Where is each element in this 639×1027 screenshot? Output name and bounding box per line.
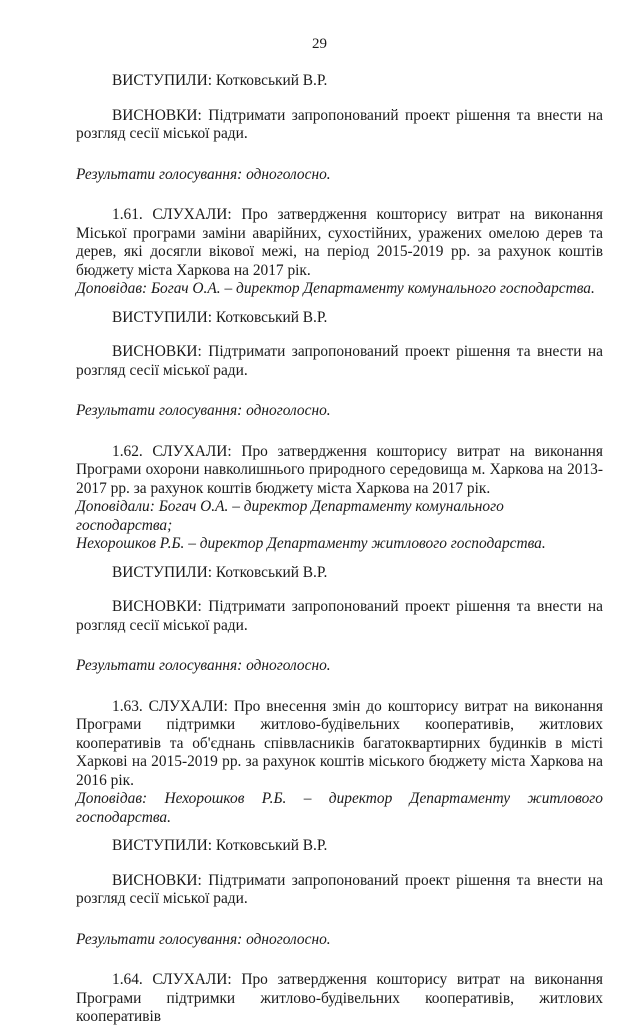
agenda-item-1-62: 1.62. СЛУХАЛИ: Про затвердження кошторису витрат на виконання Програми охорони навколишнього природного середовища м. Харкова на 2013-2017 рр. за рахунок коштів бюджету міста Харкова на 2017 рік.	[76, 442, 603, 497]
vote-result: Результати голосування: одноголосно.	[76, 657, 331, 674]
speaker-line: Нехорошков Р.Б. – директор Департаменту житлового господарства.	[76, 535, 546, 552]
agenda-item-1-64: 1.64. СЛУХАЛИ: Про затвердження кошторису витрат на виконання Програми підтримки житлово-будівельних кооперативів, житлових кооперативів	[76, 971, 603, 1025]
speaker-line: Доповідав: Нехорошков Р.Б. – директор Департаменту житлового господарства.	[76, 790, 603, 826]
document-body	[76, 72, 603, 1027]
vote-result: Результати голосування: одноголосно.	[76, 165, 331, 183]
page-number: 29	[312, 36, 327, 52]
speaker-line: Доповідав: Богач О.А. – директор Департаменту комунального господарства.	[76, 280, 595, 297]
vystupyly-paragraph: ВИСТУПИЛИ: Котковський В.Р.	[112, 837, 328, 854]
speaker-line: Доповідали: Богач О.А. – директор Департаменту комунального господарства;	[76, 498, 504, 534]
vystupyly-paragraph: ВИСТУПИЛИ: Котковський В.Р.	[112, 72, 328, 89]
vysnovky-paragraph: ВИСНОВКИ: Підтримати запропонований проект рішення та внести на розгляд сесії міської ради.	[76, 106, 603, 142]
vysnovky-paragraph: ВИСНОВКИ: Підтримати запропонований проект рішення та внести на розгляд сесії міської ради.	[76, 343, 603, 379]
vote-result: Результати голосування: одноголосно.	[76, 930, 331, 948]
vysnovky-paragraph: ВИСНОВКИ: Підтримати запропонований проект рішення та внести на розгляд сесії міської ради.	[76, 598, 603, 634]
vystupyly-paragraph: ВИСТУПИЛИ: Котковський В.Р.	[112, 563, 328, 581]
vystupyly-paragraph: ВИСТУПИЛИ: Котковський В.Р.	[112, 308, 328, 326]
vysnovky-paragraph: ВИСНОВКИ: Підтримати запропонований проект рішення та внести на розгляд сесії міської ради.	[76, 871, 603, 907]
agenda-item-1-61: 1.61. СЛУХАЛИ: Про затвердження кошторису витрат на виконання Міської програми заміни аварійних, сухостійних, уражених омелою дерев та дерев, які досягли вікової межі, на період 2015-2019 рр. за рахунок коштів бюджету міста Харкова на 2017 рік.	[76, 206, 603, 279]
agenda-item-1-63: 1.63. СЛУХАЛИ: Про внесення змін до кошторису витрат на виконання Програми підтримки житлово-будівельних кооперативів, житлових кооперативів та об'єднань співвласників багатоквартирних будинків в місті Харкові на 2015-2019 рр. за рахунок коштів міського бюджету міста Харкова на 2016 рік.	[76, 697, 603, 789]
vote-result: Результати голосування: одноголосно.	[76, 402, 331, 419]
